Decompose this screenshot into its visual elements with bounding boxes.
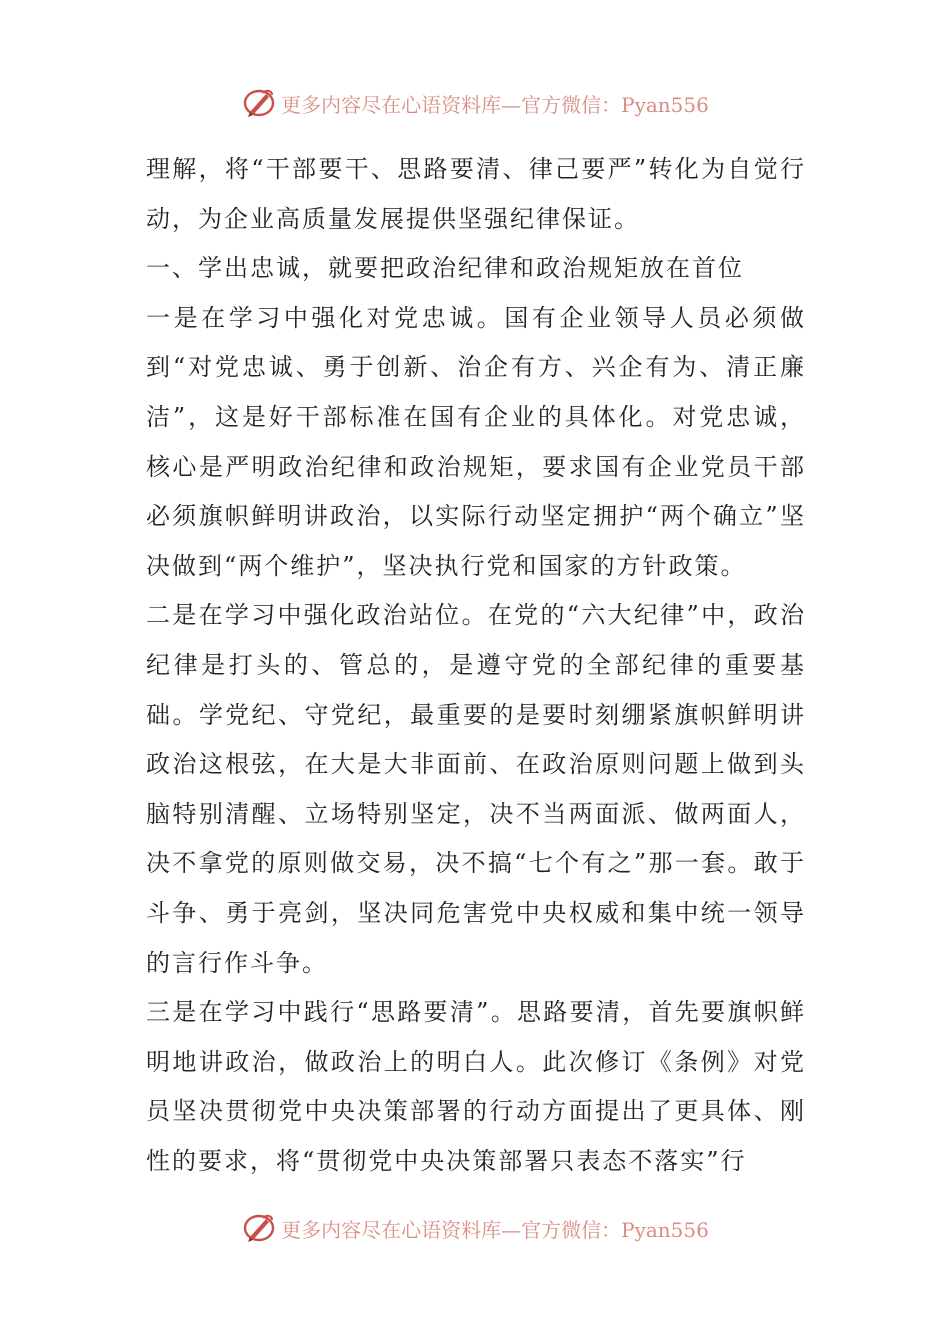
paragraph: 二是在学习中强化政治站位。在党的“六大纪律”中，政治纪律是打头的、管总的，是遵守党的全部纪律的重要基础。学党纪、守党纪，最重要的是要时刻绷紧旗帜鲜明讲政治这根弦，在大是大非面前、在政治原则问题上做到头脑特别清醒、立场特别坚定，决不当两面派、做两面人，决不拿党的原则做交易，决不搞“七个有之”那一套。敢于斗争、勇于亮剑，坚决同危害党中央权威和集中统一领导的言行作斗争。 <box>146 601 806 977</box>
document-body <box>146 145 806 1186</box>
footer-watermark-text: 更多内容尽在心语资料库—官方微信：Pyan556 <box>281 1217 709 1242</box>
paragraph: 理解，将“干部要干、思路要清、律己要严”转化为自觉行动，为企业高质量发展提供坚强纪律保证。 <box>146 155 806 233</box>
paragraph: 一是在学习中强化对党忠诚。国有企业领导人员必须做到“对党忠诚、勇于创新、治企有方、兴企有为、清正廉洁”，这是好干部标准在国有企业的具体化。对党忠诚，核心是严明政治纪律和政治规矩，要求国有企业党员干部必须旗帜鲜明讲政治，以实际行动坚定拥护“两个确立”坚决做到“两个维护”，坚决执行党和国家的方针政策。 <box>146 303 806 580</box>
pen-logo-icon <box>241 85 277 121</box>
pen-logo-icon <box>241 1210 277 1246</box>
footer-watermark <box>0 1203 950 1253</box>
section-heading: 一、学出忠诚，就要把政治纪律和政治规矩放在首位 <box>146 254 744 283</box>
header-watermark-text: 更多内容尽在心语资料库—官方微信：Pyan556 <box>281 92 709 117</box>
paragraph: 三是在学习中践行“思路要清”。思路要清，首先要旗帜鲜明地讲政治，做政治上的明白人。此次修订《条例》对党员坚决贯彻党中央决策部署的行动方面提出了更具体、刚性的要求，将“贯彻党中央决策部署只表态不落实”行 <box>146 998 806 1175</box>
header-watermark <box>0 78 950 128</box>
